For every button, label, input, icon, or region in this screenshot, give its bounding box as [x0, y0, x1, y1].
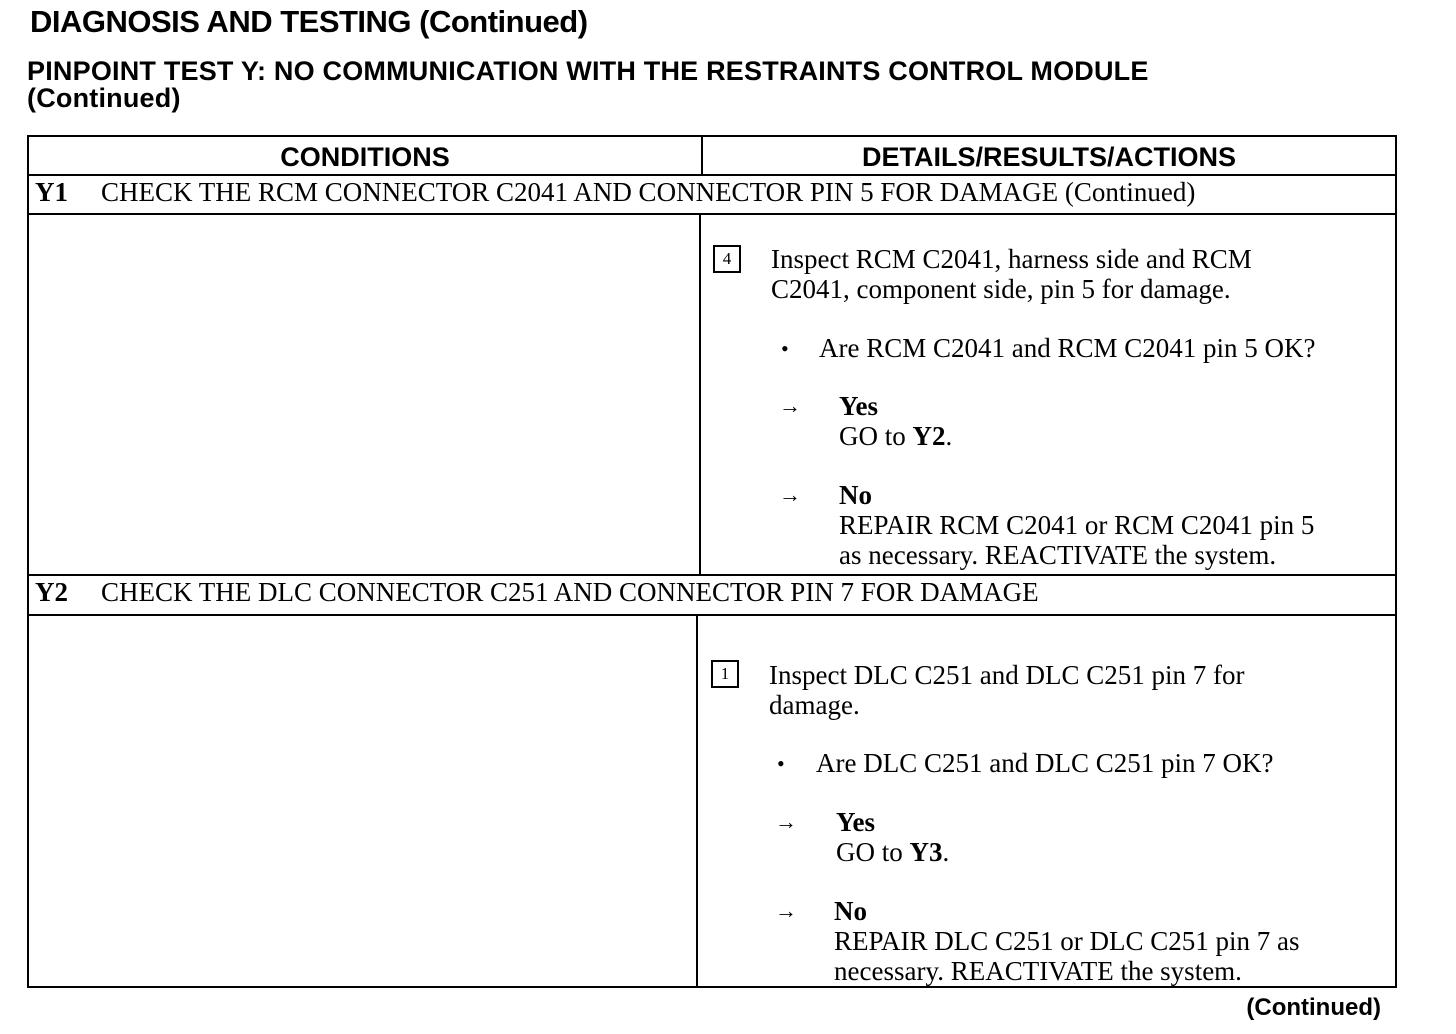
arrow-right-icon: → — [775, 809, 797, 834]
no-result — [839, 480, 1314, 570]
step-title-row-y1 — [35, 177, 1195, 208]
no-action-line1: REPAIR DLC C251 or DLC C251 pin 7 as — [834, 926, 1300, 956]
details-header: DETAILS/RESULTS/ACTIONS — [861, 142, 1236, 172]
no-action-line2: necessary. REACTIVATE the system. — [834, 956, 1242, 986]
y2-title-divider — [29, 614, 1395, 616]
step-title-y1: CHECK THE RCM CONNECTOR C2041 AND CONNECTOR PIN 5 FOR DAMAGE (Continued) — [101, 177, 1196, 207]
question-text: Are DLC C251 and DLC C251 pin 7 OK? — [816, 748, 1274, 778]
action-text — [769, 660, 1244, 720]
column-divider-y1 — [699, 215, 701, 576]
arrow-right-icon: → — [775, 898, 797, 923]
no-result — [834, 896, 1300, 986]
pinpoint-test-title — [27, 58, 1149, 112]
action-text-line2: C2041, component side, pin 5 for damage. — [771, 274, 1231, 304]
yes-target-step: Y3 — [909, 837, 943, 867]
conditions-header: CONDITIONS — [280, 142, 450, 172]
action-text-line1: Inspect DLC C251 and DLC C251 pin 7 for — [769, 660, 1245, 690]
bullet-icon: • — [777, 751, 785, 776]
action-number-box: 4 — [713, 245, 741, 273]
step-id-y1: Y1 — [35, 177, 68, 207]
y2-row-divider — [29, 574, 1395, 576]
continued-label: (Continued) — [1246, 994, 1381, 1021]
action-number-box: 1 — [711, 660, 739, 688]
yes-label: Yes — [836, 807, 875, 837]
question-text: Are RCM C2041 and RCM C2041 pin 5 OK? — [819, 333, 1316, 363]
step-title-row-y2 — [35, 577, 1039, 608]
step-id-y2: Y2 — [35, 577, 68, 607]
bullet-icon: • — [781, 336, 789, 361]
yes-action-suffix: . — [945, 421, 953, 451]
pinpoint-test-title-line2: (Continued) — [27, 83, 181, 113]
page-title: DIAGNOSIS AND TESTING (Continued) — [30, 4, 588, 39]
yes-label: Yes — [839, 391, 878, 421]
yes-action-suffix: . — [942, 837, 950, 867]
no-label: No — [834, 896, 867, 926]
yes-target-step: Y2 — [912, 421, 946, 451]
y1-title-divider — [29, 213, 1395, 215]
no-action-line1: REPAIR RCM C2041 or RCM C2041 pin 5 — [839, 510, 1315, 540]
yes-result — [839, 391, 952, 451]
action-text-line1: Inspect RCM C2041, harness side and RCM — [771, 244, 1252, 274]
pinpoint-test-table — [27, 135, 1397, 988]
yes-action-prefix: GO to — [836, 837, 910, 867]
yes-result — [836, 807, 949, 867]
no-action-line2: as necessary. REACTIVATE the system. — [839, 540, 1277, 570]
step-title-y2: CHECK THE DLC CONNECTOR C251 AND CONNECTOR PIN 7 FOR DAMAGE — [101, 577, 1039, 607]
arrow-right-icon: → — [779, 393, 801, 418]
yes-action-prefix: GO to — [839, 421, 913, 451]
arrow-right-icon: → — [779, 482, 801, 507]
column-divider-y2 — [696, 616, 698, 988]
pinpoint-test-title-line1: PINPOINT TEST Y: NO COMMUNICATION WITH THE RESTRAINTS CONTROL MODULE — [27, 56, 1149, 86]
action-text-line2: damage. — [769, 690, 860, 720]
action-text — [771, 244, 1252, 304]
no-label: No — [839, 480, 872, 510]
